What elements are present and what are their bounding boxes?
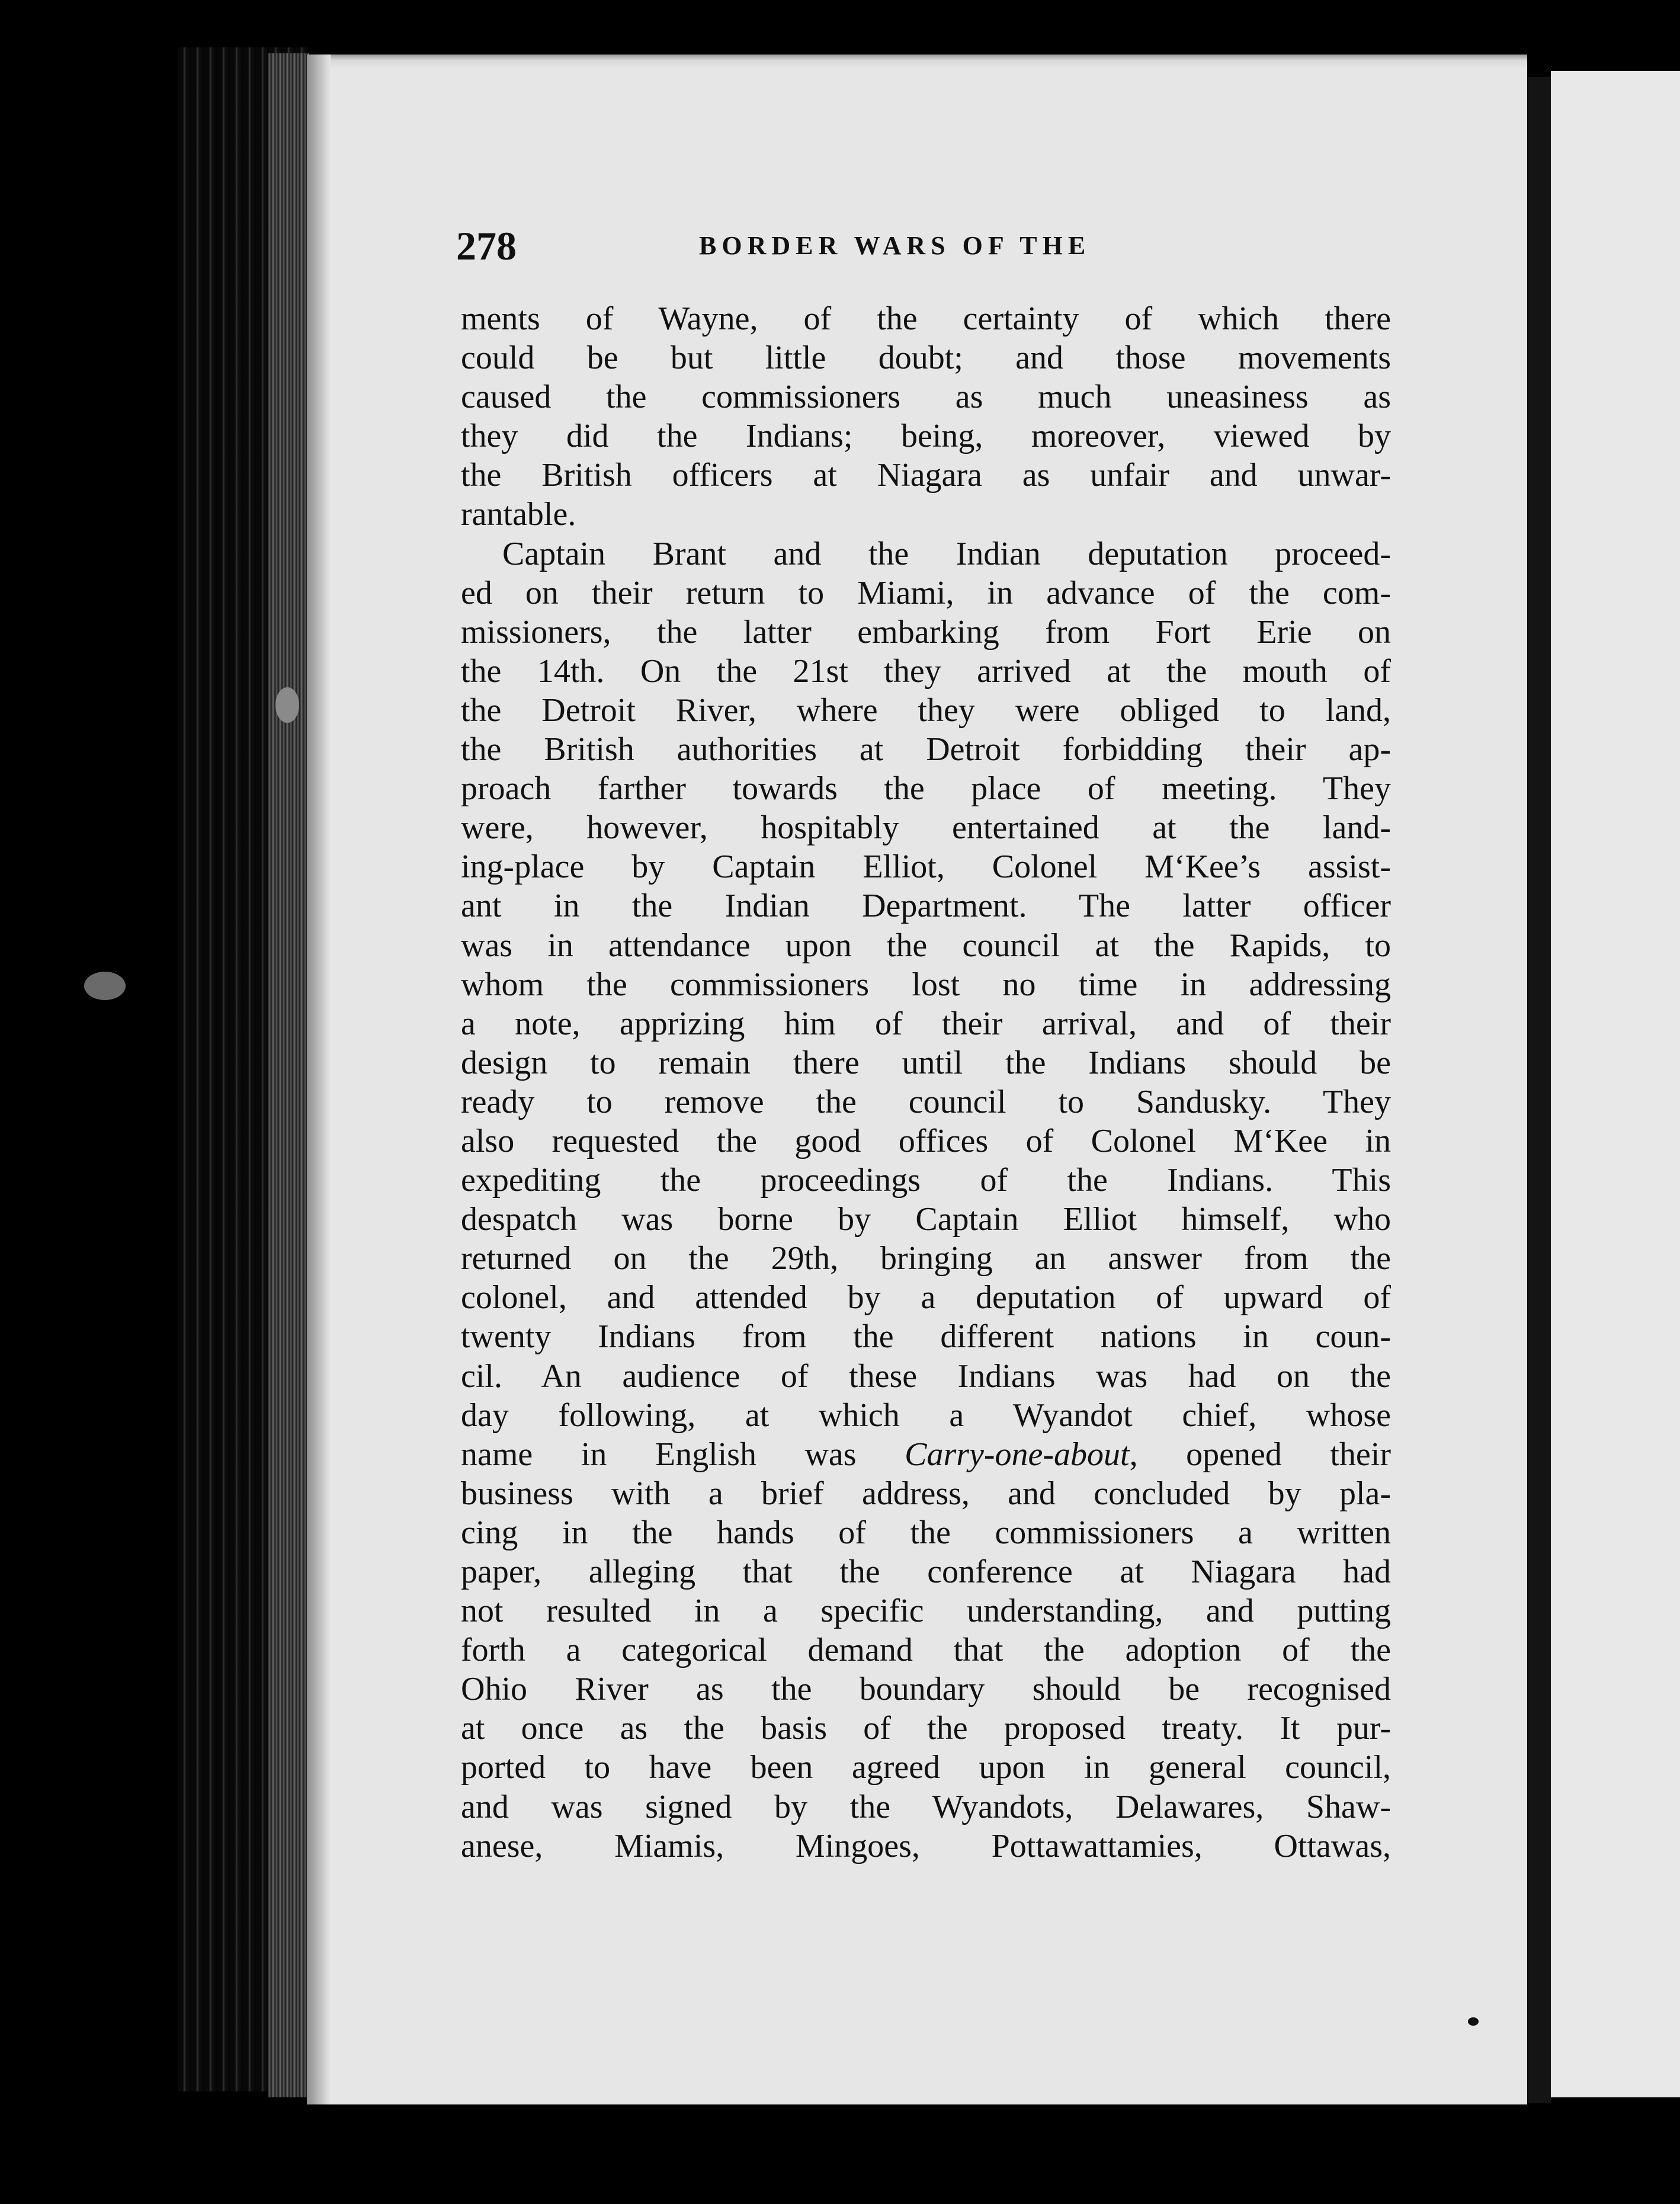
text-line: a note, apprizing him of their arrival, and of their bbox=[461, 1005, 1391, 1042]
text-line: ing-place by Captain Elliot, Colonel M‘Kee’s assist- bbox=[461, 848, 1391, 886]
text-line: forth a categorical demand that the adoption of the bbox=[461, 1632, 1391, 1669]
text-line: ed on their return to Miami, in advance of the com- bbox=[461, 574, 1391, 611]
text-line: ant in the Indian Department. The latter officer bbox=[461, 888, 1391, 925]
italic-name: Carry-one-about bbox=[905, 1436, 1130, 1473]
page-gutter-shadow bbox=[307, 55, 331, 2104]
text-line: not resulted in a specific understanding, and putting bbox=[461, 1593, 1391, 1630]
text-line: the 14th. On the 21st they arrived at the mouth of bbox=[461, 652, 1391, 690]
text-line: returned on the 29th, bringing an answer from the bbox=[461, 1240, 1391, 1277]
text-line: ready to remove the council to Sandusky. They bbox=[461, 1083, 1391, 1120]
text-line: expediting the proceedings of the Indians. This bbox=[461, 1162, 1391, 1199]
text-line: were, however, hospitably entertained at the land- bbox=[461, 809, 1391, 847]
running-head: BORDER WARS OF THE bbox=[699, 231, 1091, 260]
text-line: and was signed by the Wyandots, Delawares, Shaw- bbox=[461, 1788, 1391, 1825]
text-line-carry-one-about bbox=[461, 1435, 1391, 1474]
scan-speck bbox=[84, 972, 126, 1000]
page-header bbox=[456, 222, 1143, 270]
text-line: twenty Indians from the different nations in coun- bbox=[461, 1318, 1391, 1356]
text-line: Ohio River as the boundary should be recognised bbox=[461, 1671, 1391, 1708]
text-line: Captain Brant and the Indian deputation proceed- bbox=[502, 535, 1391, 572]
text-line: they did the Indians; being, moreover, viewed by bbox=[461, 418, 1391, 455]
gutter-bar bbox=[1528, 77, 1551, 2103]
text-line: ments of Wayne, of the certainty of which there bbox=[461, 300, 1391, 337]
scan-speck bbox=[1468, 2017, 1479, 2026]
text-line: paper, alleging that the conference at Niagara had bbox=[461, 1553, 1391, 1590]
text-line: cil. An audience of these Indians was had on the bbox=[461, 1357, 1391, 1395]
text-line: cing in the hands of the commissioners a written bbox=[461, 1514, 1391, 1551]
text-line: proach farther towards the place of meeting. They bbox=[461, 770, 1391, 808]
text-line: anese, Miamis, Mingoes, Pottawattamies, Ottawas, bbox=[461, 1827, 1391, 1865]
text-line: the Detroit River, where they were obliged to land, bbox=[461, 691, 1391, 729]
text-line: whom the commissioners lost no time in addressing bbox=[461, 966, 1391, 1003]
text-line: the British officers at Niagara as unfair and unwar- bbox=[461, 457, 1391, 494]
text-line: caused the commissioners as much uneasiness as bbox=[461, 379, 1391, 416]
text-line: could be but little doubt; and those movements bbox=[461, 339, 1391, 377]
scan-speck bbox=[275, 687, 299, 723]
body-text bbox=[461, 299, 1391, 1866]
text-line: design to remain there until the Indians should be bbox=[461, 1044, 1391, 1081]
text-fragment: , opened their bbox=[1129, 1436, 1391, 1473]
text-line: the British authorities at Detroit forbidding their ap- bbox=[461, 731, 1391, 768]
text-line: day following, at which a Wyandot chief, whose bbox=[461, 1396, 1391, 1434]
page-edges bbox=[268, 53, 309, 2097]
text-line: rantable. bbox=[461, 496, 576, 533]
text-line: also requested the good offices of Colonel M‘Kee in bbox=[461, 1122, 1391, 1159]
text-line: despatch was borne by Captain Elliot himself, who bbox=[461, 1201, 1391, 1238]
text-line: missioners, the latter embarking from Fort Erie on bbox=[461, 613, 1391, 651]
page-top-edge bbox=[307, 55, 1527, 69]
text-line: business with a brief address, and concluded by pla- bbox=[461, 1475, 1391, 1512]
text-line: was in attendance upon the council at the Rapids, to bbox=[461, 927, 1391, 964]
facing-page bbox=[1551, 71, 1680, 2097]
text-line: at once as the basis of the proposed treaty. It pur- bbox=[461, 1710, 1391, 1747]
text-fragment: name in English was bbox=[461, 1436, 905, 1473]
page-number: 278 bbox=[456, 223, 517, 268]
text-line: colonel, and attended by a deputation of upward of bbox=[461, 1279, 1391, 1316]
text-line: ported to have been agreed upon in general council, bbox=[461, 1749, 1391, 1786]
